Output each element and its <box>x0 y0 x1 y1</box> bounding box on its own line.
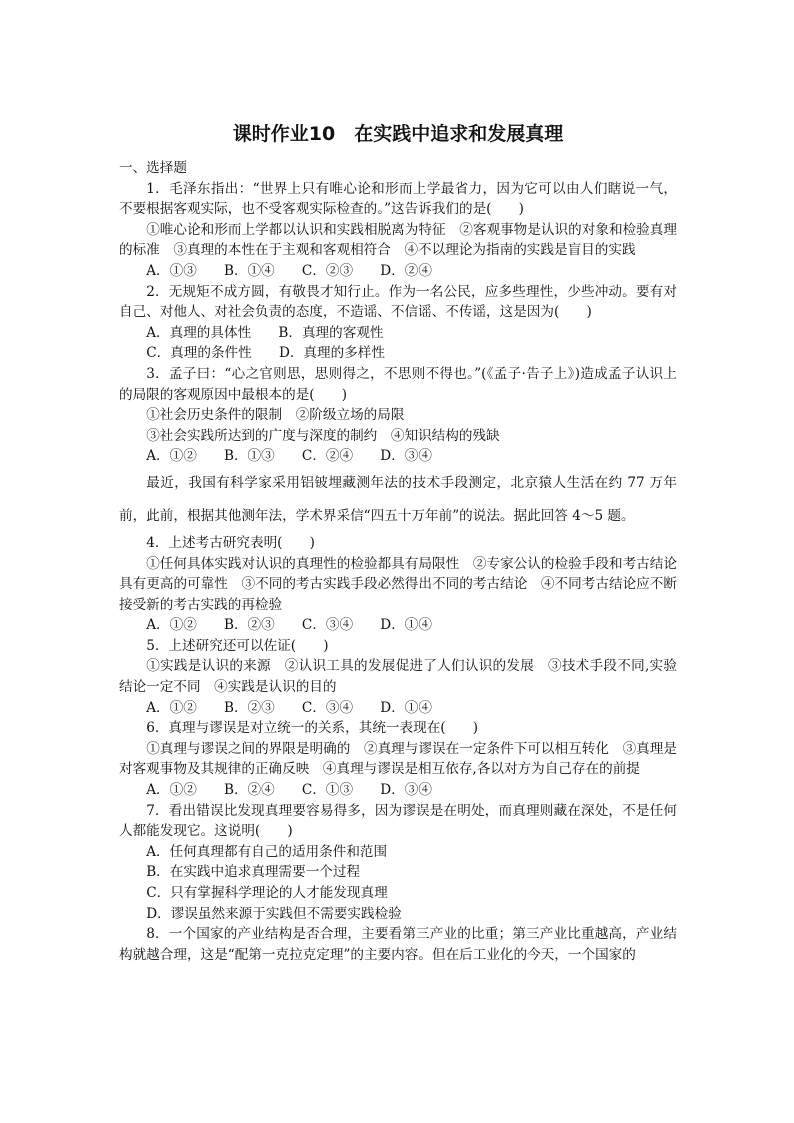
question-8 <box>119 924 677 965</box>
question-5-stem: 5．上述研究还可以佐证( ) <box>146 637 329 654</box>
question-7-option-d: D．谬误虽然来源于实践但不需要实践检验 <box>146 905 402 922</box>
question-2-options-cd <box>119 343 677 364</box>
question-5 <box>119 636 677 718</box>
question-4-options: A．①② B．②③ C．③④ D．①④ <box>146 617 432 634</box>
question-4-statements: ①任何具体实践对认识的真理性的检验都具有局限性 ②专家公认的检验手段和考古结论具有更高的可靠性 ③不同的考古实践手段必然得出不同的考古结论 ④不同考古结论应不断接受新的考古实践的再检验 <box>119 555 677 613</box>
section-heading: 一、选择题 <box>119 160 187 176</box>
question-2 <box>119 282 677 364</box>
question-2-option-b: B．真理的客观性 <box>278 324 384 341</box>
question-6-options: A．①② B．②④ C．①③ D．③④ <box>146 782 432 799</box>
question-7 <box>119 801 677 925</box>
question-4-stem: 4．上述考古研究表明( ) <box>146 534 315 551</box>
question-1-stem: 1．毛泽东指出：“世界上只有唯心论和形而上学最省力，因为它可以由人们瞎说一气，不要根据客观实际，也不受客观实际检查的。”这告诉我们的是( ) <box>119 180 677 218</box>
reading-passage: 最近，我国有科学家采用铝铍埋藏测年法的技术手段测定，北京猿人生活在约 77 万年前，此前，根据其他测年法，学术界采信“四五十万年前”的说法。据此回答 4～5 题。 <box>119 474 677 524</box>
question-3-stem: 3．孟子曰：“心之官则思，思则得之，不思则不得也。”(《孟子·告子上》)造成孟子认识上的局限的客观原因中最根本的是( ) <box>119 365 677 403</box>
question-6 <box>119 718 677 800</box>
page-title: 课时作业10 在实践中追求和发展真理 <box>232 123 564 145</box>
question-7-option-b: B．在实践中追求真理需要一个过程 <box>146 864 361 881</box>
question-2-options-ab <box>119 323 677 344</box>
question-1-options: A．①③ B．①④ C．②③ D．②④ <box>146 262 432 279</box>
question-6-statements: ①真理与谬误之间的界限是明确的 ②真理与谬误在一定条件下可以相互转化 ③真理是对客观事物及其规律的正确反映 ④真理与谬误是相互依存,各以对方为自己存在的前提 <box>119 740 677 778</box>
question-8-stem: 8．一个国家的产业结构是否合理，主要看第三产业的比重；第三产业比重越高，产业结构就越合理，这是“配第一克拉克定理”的主要内容。但在后工业化的今天，一个国家的 <box>119 926 677 963</box>
question-1-statements: ①唯心论和形而上学都以认识和实践相脱离为特征 ②客观事物是认识的对象和检验真理的标准 ③真理的本性在于主观和客观相符合 ④不以理论为指南的实践是盲目的实践 <box>119 221 677 259</box>
question-4 <box>119 533 677 636</box>
question-3 <box>119 364 677 467</box>
question-2-option-c: C．真理的条件性 <box>146 345 252 362</box>
question-6-stem: 6．真理与谬误是对立统一的关系，其统一表现在( ) <box>146 720 479 737</box>
question-2-stem: 2．无规矩不成方圆，有敬畏才知行止。作为一名公民，应多些理性，少些冲动。要有对自己、对他人、对社会负责的态度，不造谣、不信谣、不传谣，这是因为( ) <box>119 283 677 321</box>
question-7-option-a: A．任何真理都有自己的适用条件和范围 <box>146 843 388 860</box>
question-5-options: A．①② B．②③ C．③④ D．①④ <box>146 699 432 716</box>
question-7-stem: 7．看出错误比发现真理要容易得多，因为谬误是在明处，而真理则藏在深处，不是任何人都能发现它。这说明( ) <box>119 802 677 840</box>
question-3-options: A．①② B．①③ C．②④ D．③④ <box>146 448 432 465</box>
question-7-option-c: C．只有掌握科学理论的人才能发现真理 <box>146 885 388 901</box>
page-content <box>119 120 677 965</box>
question-3-statements-12: ①社会历史条件的限制 ②阶级立场的局限 <box>146 407 405 424</box>
question-5-statements: ①实践是认识的来源 ②认识工具的发展促进了人们认识的发展 ③技术手段不同,实验结论一定不同 ④实践是认识的目的 <box>119 658 677 696</box>
question-3-statements-34: ③社会实践所达到的广度与深度的制约 ④知识结构的残缺 <box>146 427 500 444</box>
question-1 <box>119 179 677 282</box>
question-2-option-a: A．真理的具体性 <box>146 324 252 341</box>
question-2-option-d: D．真理的多样性 <box>278 345 385 362</box>
